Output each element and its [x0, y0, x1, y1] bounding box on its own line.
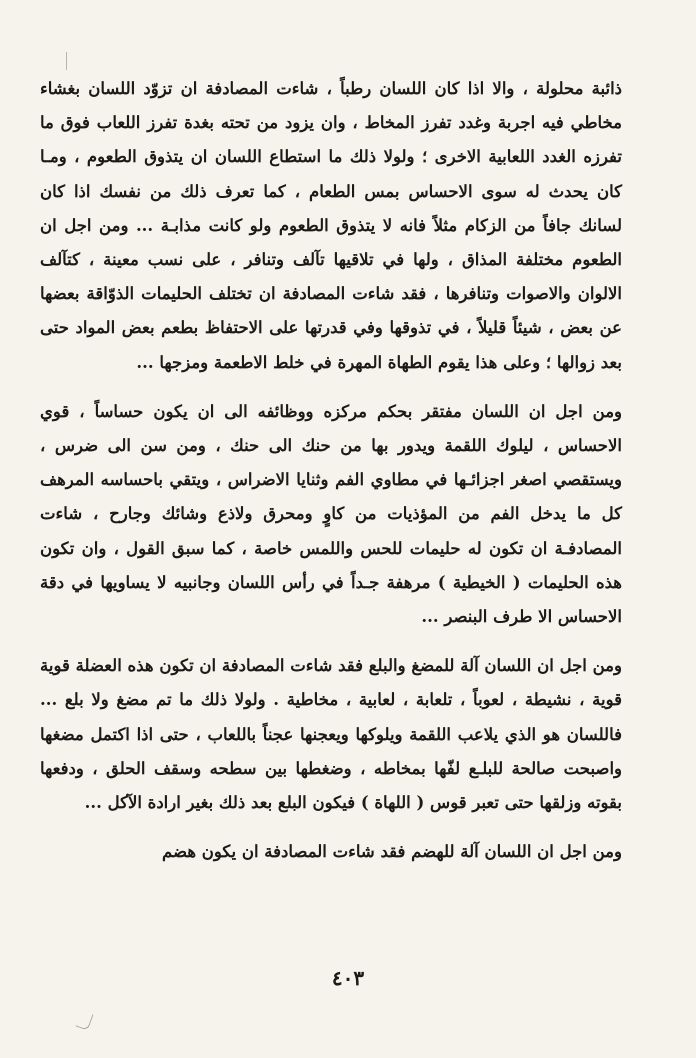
- page-number: ٤٠٣: [331, 966, 365, 990]
- paragraph-3: ومن اجل ان اللسان آلة للمضغ والبلع فقد شاءت المصادفة ان تكون هذه العضلة قوية قوية ، نشيطة ، لعوباً ، تلعابة ، لعابية ، مخاطية . ولولا ذلك ما تم مضغ ولا بلع ... فاللسان هو الذي يلاعب اللقمة ويلوكها ويعجنها عجناً باللعاب ، حتى اذا اكتمل مضغها واصبحت صالحة للبلـع لفّها بمخاطه ، وضغطها بين سطحه وسقف الحلق ، ودفعها بقوته وزلقها حتى تعبر قوس ( اللهاة ) فيكون البلع بعد ذلك بغير ارادة الآكل ...: [40, 656, 622, 813]
- paragraph-4: ومن اجل ان اللسان آلة للهضم فقد شاءت المصادفة ان يكون هضم: [162, 842, 622, 862]
- margin-mark: [66, 52, 67, 70]
- corner-mark: [75, 1010, 93, 1030]
- body-text: [40, 72, 622, 869]
- paragraph-2: ومن اجل ان اللسان مفتقر بحكم مركزه ووظائفه الى ان يكون حساساً ، قوي الاحساس ، ليلوك اللقمة ويدور بها من حنك الى حنك ، ومن سن الى ضرس ، ويستقصي اصغر اجزائـها في مطاوي الفم وثنايا الاضراس ، ويتقي باحساسه المرهف كل ما يدخل الفم من المؤذيات من كاوٍ ومحرق ولاذع وشائك وجارح ، شاءت المصادفـة ان تكون له حليمات للحس واللمس خاصة ، كما سبق القول ، وان تكون هذه الحليمات ( الخيطية ) مرهفة جـداً في رأس اللسان وجانبيه لا يساويها في دقة الاحساس الا طرف البنصر ...: [40, 401, 622, 627]
- paragraph-1: ذائبة محلولة ، والا اذا كان اللسان رطباً ، شاءت المصادفة ان تزوّد اللسان بغشاء مخاطي فيه اجربة وغدد تفرز المخاط ، وان يزود من تحته بغدة تفرز اللعاب فوق ما تفرزه الغدد اللعابية الاخرى ؛ ولولا ذلك ما استطاع اللسان ان يتذوق الطعوم ، ومـا كان يحدث له سوى الاحساس بمس الطعام ، كما تعرف ذلك من نفسك اذا كان لسانك جافاً من الزكام مثلاً فانه لا يتذوق الطعوم ولو كانت مذابـة ... ومن اجل ان الطعوم مختلفة المذاق ، ولها في تلاقيها تآلف وتنافر ، على نسب معينة ، كتآلف الالوان والاصوات وتنافرها ، فقد شاءت المصادفة ان تختلف الحليمات الذوّاقة بعضها عن بعض ، شيئاً قليلاً ، في تذوقها وفي قدرتها على الاحتفاظ بطعم بعض المواد حتى بعد زوالها ؛ وعلى هذا يقوم الطهاة المهرة في خلط الاطعمة ومزجها ...: [40, 79, 622, 372]
